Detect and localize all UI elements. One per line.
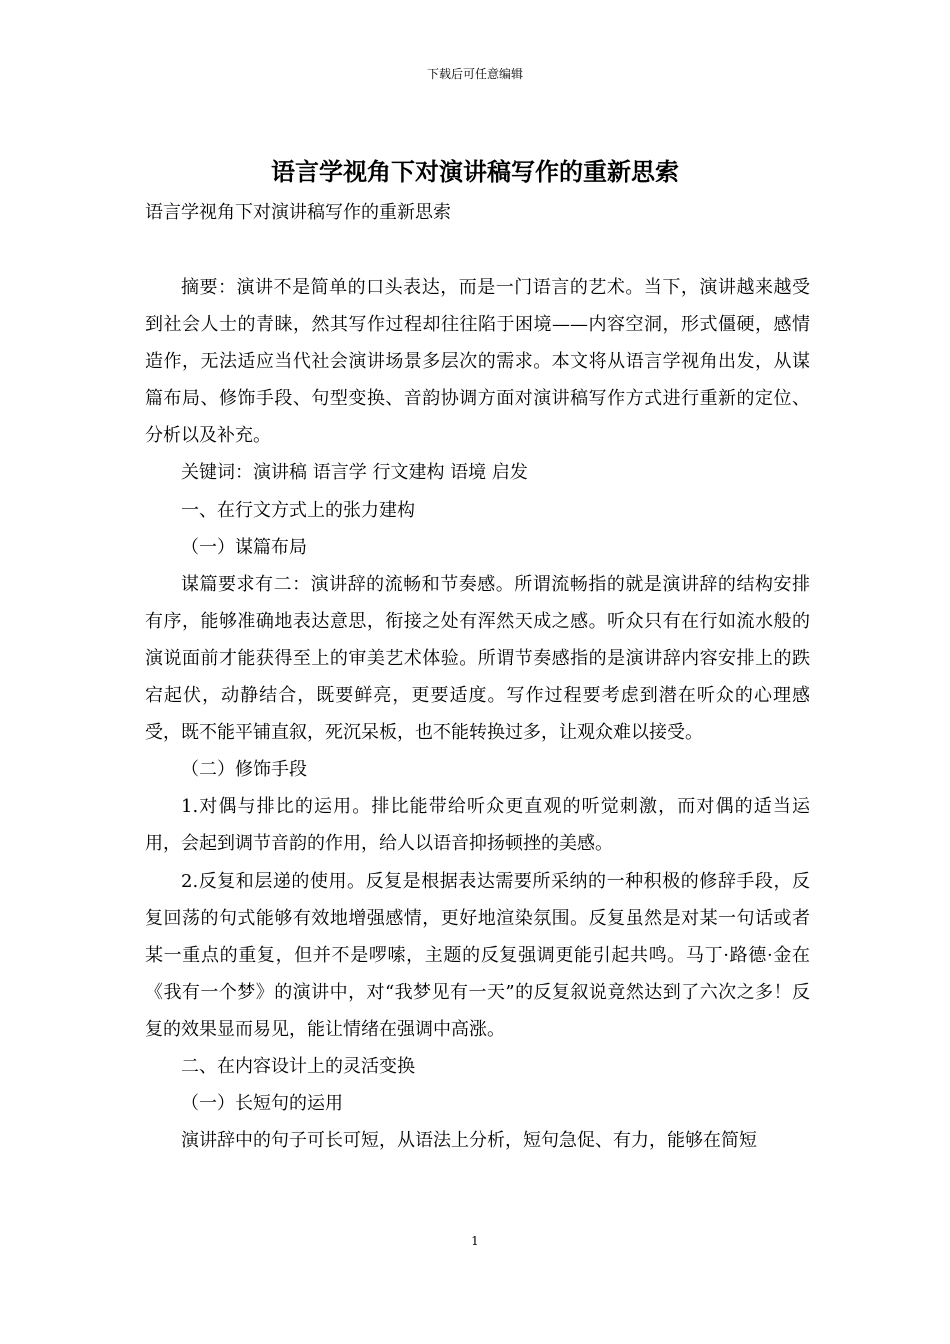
abstract-paragraph: 摘要：演讲不是简单的口头表达，而是一门语言的艺术。当下，演讲越来越受到社会人士的青睐，然其写作过程却往往陷于困境——内容空洞，形式僵硬，感情造作，无法适应当代社会演讲场景多层次的需求。本文将从语言学视角出发，从谋篇布局、修饰手段、句型变换、音韵协调方面对演讲稿写作方式进行重新的定位、分析以及补充。: [145, 277, 810, 447]
section-heading: 二、在内容设计上的灵活变换: [181, 1055, 415, 1077]
page-number: 1: [471, 1234, 479, 1248]
subsection-heading: （一）长短句的运用: [181, 1093, 343, 1115]
body-paragraph: 演讲辞中的句子可长可短，从语法上分析，短句急促、有力，能够在简短: [181, 1130, 757, 1152]
body-paragraph: 2.反复和层递的使用。反复是根据表达需要所采纳的一种积极的修辞手段，反复回荡的句式能够有效地增强感情，更好地渲染氛围。反复虽然是对某一句话或者某一重点的重复，但并不是啰嗦，主题的反复强调更能引起共鸣。马丁·路德·金在《我有一个梦》的演讲中，对“我梦见有一天”的反复叙说竟然达到了六次之多！反复的效果显而易见，能让情绪在强调中高涨。: [145, 870, 810, 1040]
subsection-heading: （二）修饰手段: [181, 759, 307, 781]
section-heading: 一、在行文方式上的张力建构: [181, 499, 415, 521]
header-note: 下载后可任意编辑: [426, 67, 523, 81]
body-paragraph: 谋篇要求有二：演讲辞的流畅和节奏感。所谓流畅指的就是演讲辞的结构安排有序，能够准确地表达意思，衔接之处有浑然天成之感。听众只有在行如流水般的演说面前才能获得至上的审美艺术体验。所谓节奏感指的是演讲辞内容安排上的跌宕起伏，动静结合，既要鲜亮，更要适度。写作过程要考虑到潜在听众的心理感受，既不能平铺直叙，死沉呆板，也不能转换过多，让观众难以接受。: [145, 573, 810, 744]
body-paragraph: 1.对偶与排比的运用。排比能带给听众更直观的听觉刺激，而对偶的适当运用，会起到调节音韵的作用，给人以语音抑扬顿挫的美感。: [145, 796, 810, 855]
subsection-heading: （一）谋篇布局: [181, 536, 307, 558]
document-body: [145, 269, 810, 1159]
document-subtitle: 语言学视角下对演讲稿写作的重新思索: [145, 202, 451, 223]
keywords-paragraph: 关键词：演讲稿 语言学 行文建构 语境 启发: [181, 462, 528, 484]
document-title: 语言学视角下对演讲稿写作的重新思索: [271, 157, 679, 186]
